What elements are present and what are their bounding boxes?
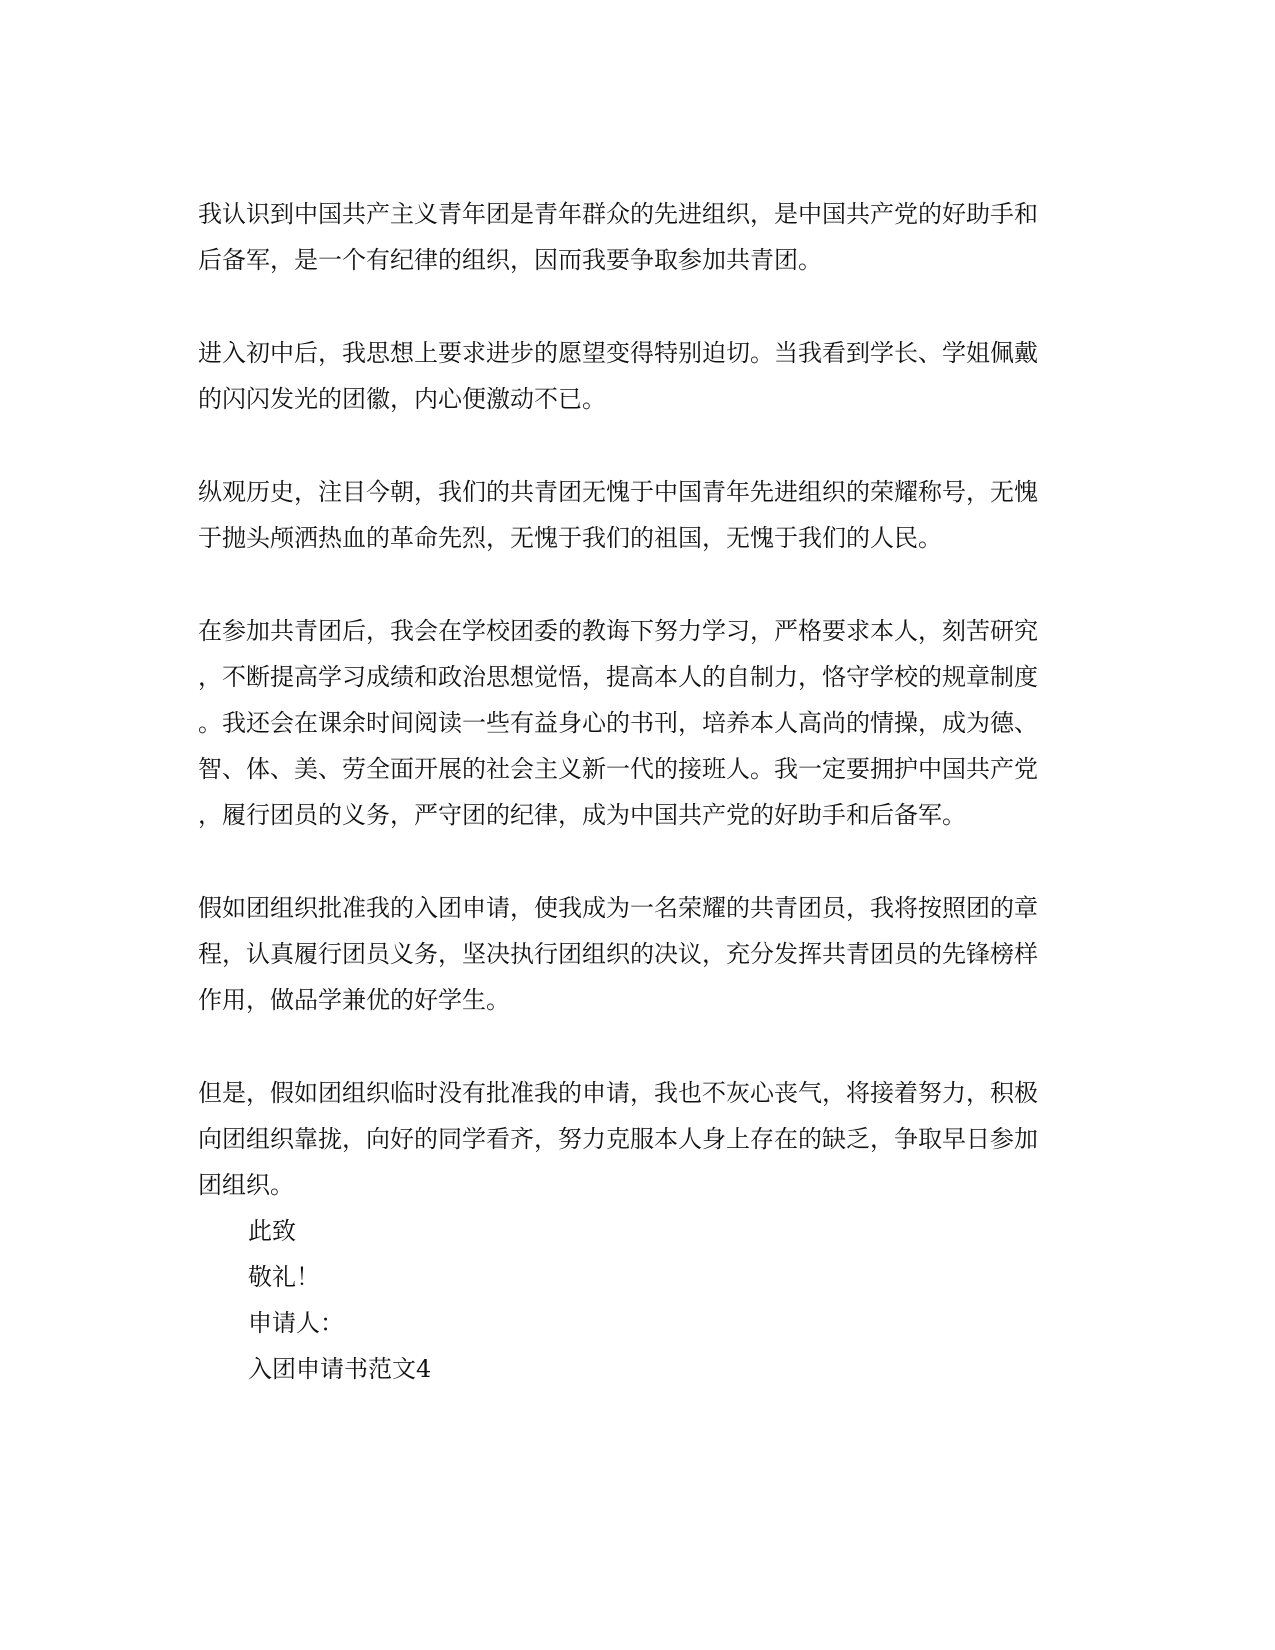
paragraph-5-line-2: 程，认真履行团员义务，坚决执行团组织的决议，充分发挥共青团员的先锋榜样 — [198, 940, 1038, 968]
closing-respect: 敬礼！ — [248, 1263, 320, 1291]
paragraph-2-line-1: 进入初中后，我思想上要求进步的愿望变得特别迫切。当我看到学长、学姐佩戴 — [198, 339, 1038, 367]
paragraph-3-line-1: 纵观历史，注目今朝，我们的共青团无愧于中国青年先进组织的荣耀称号，无愧 — [198, 478, 1038, 506]
paragraph-1-line-2: 后备军，是一个有纪律的组织，因而我要争取参加共青团。 — [198, 246, 822, 274]
paragraph-3-line-2: 于抛头颅洒热血的革命先烈，无愧于我们的祖国，无愧于我们的人民。 — [198, 524, 942, 552]
paragraph-5-line-3: 作用，做品学兼优的好学生。 — [198, 986, 510, 1014]
paragraph-4-line-1: 在参加共青团后，我会在学校团委的教诲下努力学习，严格要求本人，刻苦研究 — [198, 617, 1038, 645]
paragraph-1-line-1: 我认识到中国共产主义青年团是青年群众的先进组织，是中国共产党的好助手和 — [198, 200, 1038, 228]
applicant-label: 申请人： — [248, 1309, 344, 1337]
paragraph-4-line-5: ，履行团员的义务，严守团的纪律，成为中国共产党的好助手和后备军。 — [198, 801, 966, 829]
paragraph-6-line-2: 向团组织靠拢，向好的同学看齐，努力克服本人身上存在的缺乏，争取早日参加 — [198, 1125, 1038, 1153]
paragraph-5-line-1: 假如团组织批准我的入团申请，使我成为一名荣耀的共青团员，我将按照团的章 — [198, 894, 1038, 922]
paragraph-4-line-4: 智、体、美、劳全面开展的社会主义新一代的接班人。我一定要拥护中国共产党 — [198, 755, 1038, 783]
paragraph-4-line-3: 。我还会在课余时间阅读一些有益身心的书刊，培养本人高尚的情操，成为德、 — [198, 709, 1038, 737]
paragraph-6-line-1: 但是，假如团组织临时没有批准我的申请，我也不灰心丧气，将接着努力，积极 — [198, 1079, 1038, 1107]
paragraph-6-line-3: 团组织。 — [198, 1171, 294, 1199]
next-sample-title: 入团申请书范文4 — [248, 1355, 432, 1383]
paragraph-4-line-2: ，不断提高学习成绩和政治思想觉悟，提高本人的自制力，恪守学校的规章制度 — [198, 663, 1038, 691]
paragraph-2-line-2: 的闪闪发光的团徽，内心便激动不已。 — [198, 385, 606, 413]
closing-salutation: 此致 — [248, 1217, 296, 1245]
